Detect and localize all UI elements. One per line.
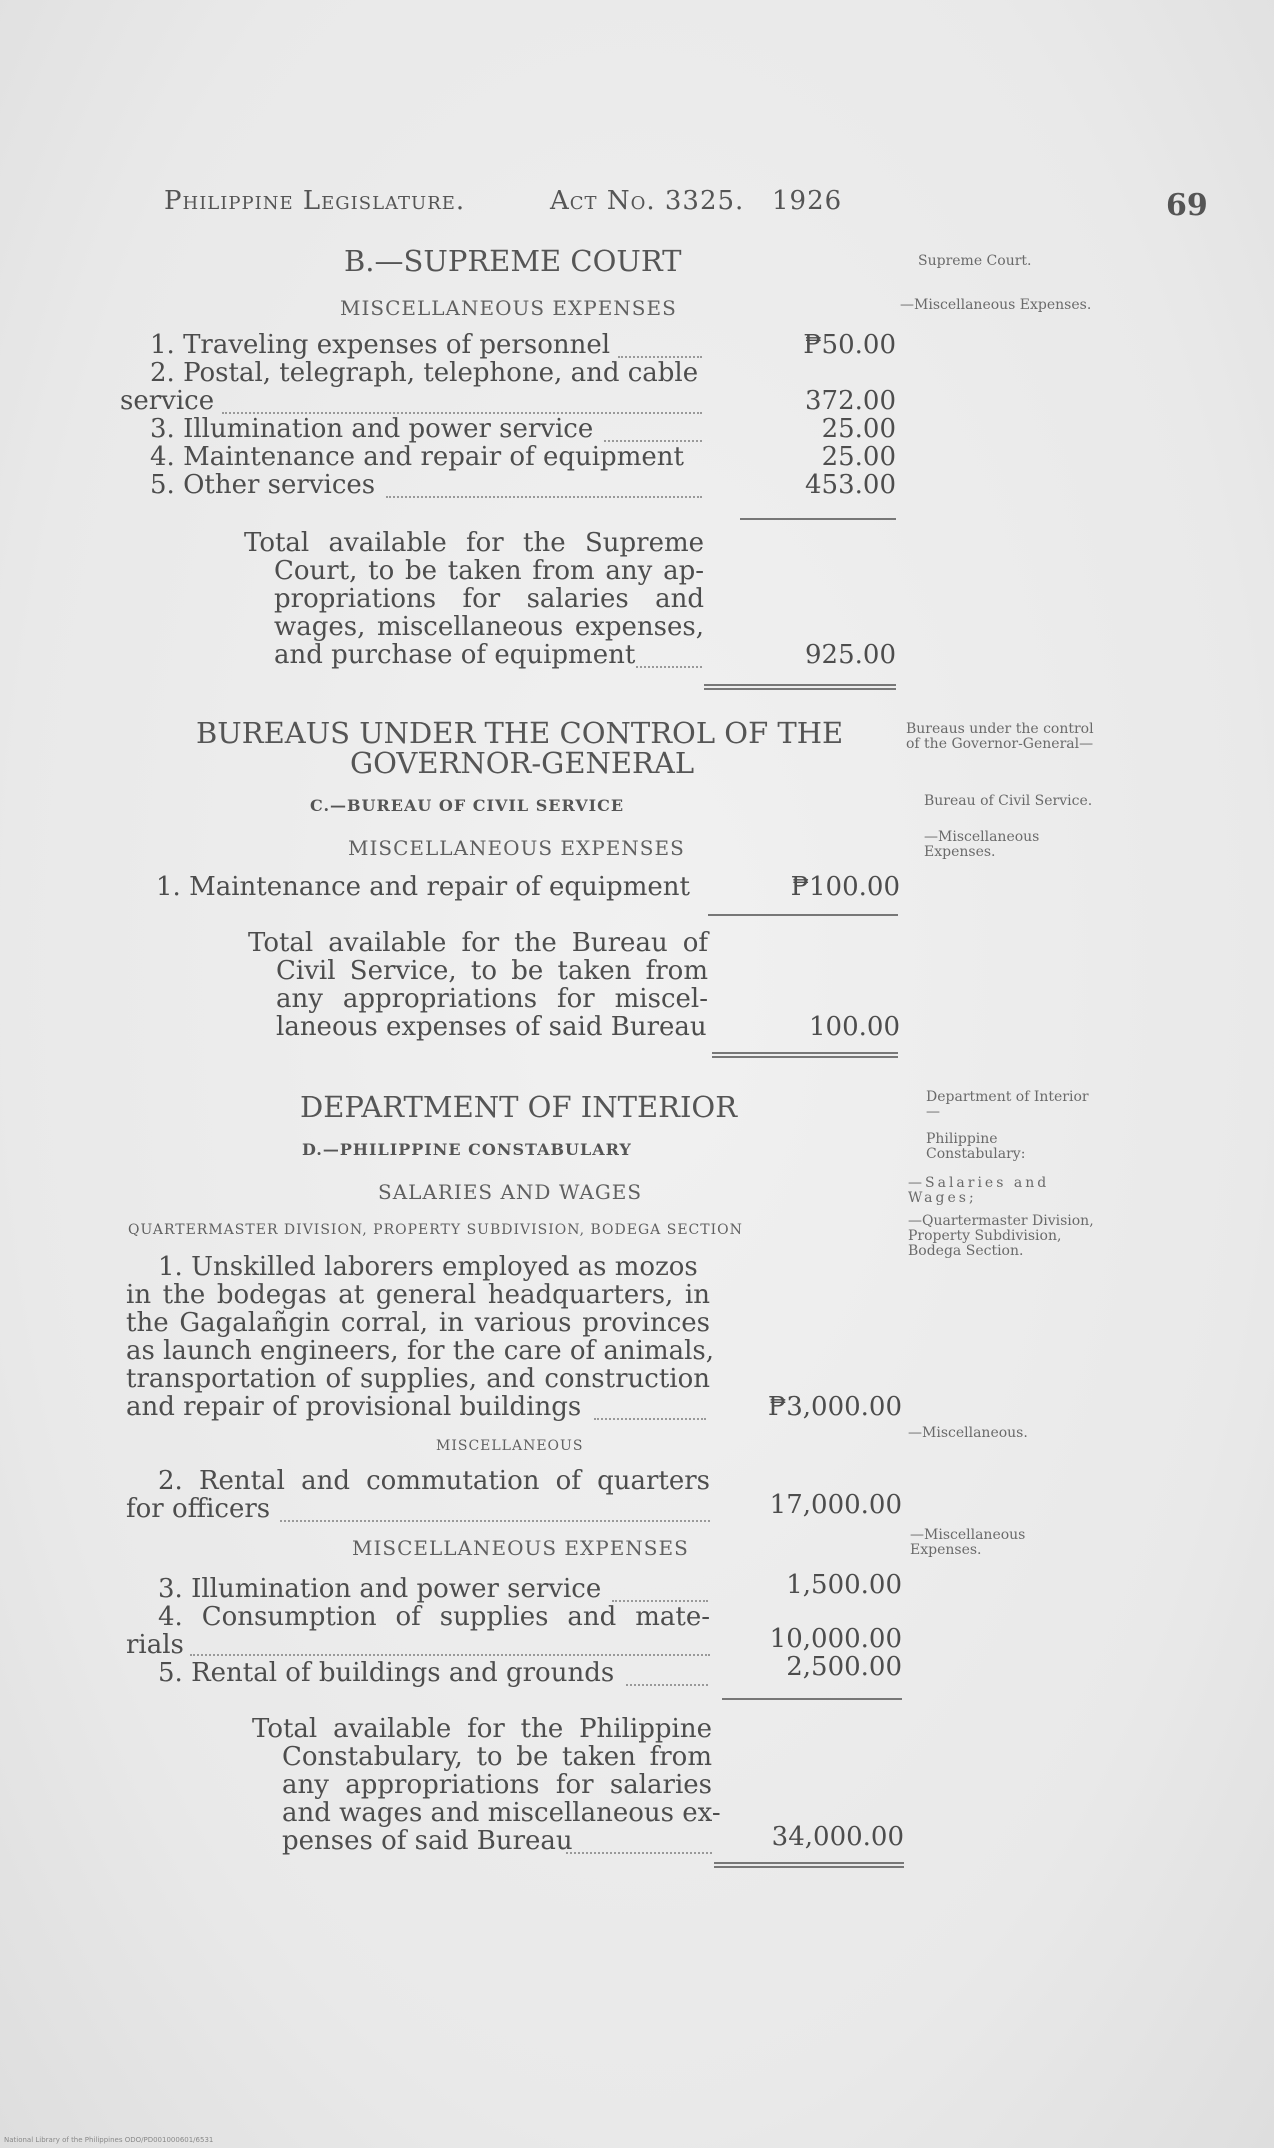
b-item-5: 5. Other services: [150, 470, 376, 500]
misc-expenses-heading: MISCELLANEOUS EXPENSES: [352, 1536, 689, 1560]
act-number: Act No. 3325.: [550, 186, 745, 216]
subtotal-rule: [722, 1698, 902, 1700]
c-total-line-1: Total available for the Bureau of: [248, 928, 708, 958]
section-b-title: B.—SUPREME COURT: [344, 244, 682, 278]
c-total-line-3: any appropriations for miscel-: [276, 984, 708, 1014]
d-item-2-amount: 17,000.00: [769, 1490, 902, 1520]
d-item-1-line-2: in the bodegas at general headquarters, in: [126, 1280, 710, 1310]
section-c-title: C.—BUREAU OF CIVIL SERVICE: [310, 796, 625, 815]
d-item-1-line-4: as launch engineers, for the care of animals,: [126, 1336, 715, 1366]
b-total-line-3: propriations for salaries and: [274, 584, 704, 614]
total-double-rule: [714, 1862, 904, 1868]
b-item-5-amount: 453.00: [805, 470, 896, 500]
margin-note-misc-expenses: —Miscellaneous Expenses.: [910, 1527, 1026, 1558]
miscellaneous-heading: MISCELLANEOUS: [436, 1438, 584, 1454]
leader-dots: [280, 1520, 710, 1522]
bureaus-title-line-2: GOVERNOR-GENERAL: [350, 746, 695, 780]
footer-credit: National Library of the Philippines ODO/PD001000601/6531: [4, 2136, 214, 2144]
b-item-2-amount: 372.00: [805, 386, 896, 416]
b-item-2-cont: service: [120, 386, 215, 416]
d-item-3-amount: 1,500.00: [786, 1570, 902, 1600]
margin-note-civil-service: Bureau of Civil Service.: [924, 793, 1093, 809]
margin-note-bureaus: Bureaus under the control of the Governor-General—: [906, 721, 1094, 752]
section-c-subtitle: MISCELLANEOUS EXPENSES: [348, 836, 685, 860]
running-title: Philippine Legislature.: [164, 186, 466, 216]
leader-dots: [626, 1684, 708, 1686]
total-double-rule: [704, 684, 896, 690]
d-total-line-5: penses of said Bureau: [282, 1826, 573, 1856]
b-total-line-5: and purchase of equipment: [274, 640, 636, 670]
d-item-4-line-2: rials: [126, 1630, 184, 1660]
d-item-1-line-1: 1. Unskilled laborers employed as mozos: [158, 1252, 698, 1282]
d-total-line-1: Total available for the Philippine: [252, 1714, 712, 1744]
d-item-1-line-3: the Gagalañgin corral, in various provinces: [126, 1308, 710, 1338]
d-total-line-2: Constabulary, to be taken from: [282, 1742, 712, 1772]
b-total-line-4: wages, miscellaneous expenses,: [274, 612, 704, 642]
department-title: DEPARTMENT OF INTERIOR: [300, 1090, 738, 1124]
d-item-1-amount: ₱3,000.00: [767, 1392, 902, 1422]
b-item-1: 1. Traveling expenses of personnel: [150, 330, 611, 360]
total-double-rule: [712, 1052, 898, 1058]
d-item-2-line-1: 2. Rental and commutation of quarters: [158, 1466, 710, 1496]
margin-note-supreme-court: Supreme Court.: [918, 253, 1032, 269]
page-number: 69: [1166, 188, 1208, 223]
margin-note-miscellaneous: —Miscellaneous.: [908, 1425, 1028, 1441]
leader-dots: [190, 1654, 710, 1656]
bureaus-title-line-1: BUREAUS UNDER THE CONTROL OF THE: [196, 716, 844, 750]
division-heading: QUARTERMASTER DIVISION, PROPERTY SUBDIVISION, BODEGA SECTION: [128, 1222, 743, 1238]
leader-dots: [594, 1418, 706, 1420]
section-b-subtitle: MISCELLANEOUS EXPENSES: [340, 296, 677, 320]
margin-note-salaries: —Salaries and Wages;: [908, 1175, 1050, 1206]
b-total-line-1: Total available for the Supreme: [244, 528, 704, 558]
c-item-1-amount: ₱100.00: [790, 872, 900, 902]
b-total-amount: 925.00: [805, 640, 896, 670]
section-d-title: D.—PHILIPPINE CONSTABULARY: [302, 1140, 632, 1159]
margin-note-quartermaster: —Quartermaster Division, Property Subdivision, Bodega Section.: [908, 1213, 1094, 1259]
d-item-5-amount: 2,500.00: [786, 1652, 902, 1682]
d-item-3: 3. Illumination and power service: [158, 1574, 602, 1604]
b-item-1-amount: ₱50.00: [803, 330, 896, 360]
margin-note-department: Department of Interior—: [926, 1089, 1089, 1120]
b-total-line-2: Court, to be taken from any ap-: [274, 556, 704, 586]
d-total-line-4: and wages and miscellaneous ex-: [282, 1798, 721, 1828]
d-item-1-line-5: transportation of supplies, and construction: [126, 1364, 710, 1394]
c-total-line-4: laneous expenses of said Bureau: [276, 1012, 707, 1042]
c-total-amount: 100.00: [809, 1012, 900, 1042]
d-item-1-line-6: and repair of provisional buildings: [126, 1392, 582, 1422]
b-item-4: 4. Maintenance and repair of equipment: [150, 442, 684, 472]
d-item-5: 5. Rental of buildings and grounds: [158, 1658, 615, 1688]
leader-dots: [636, 666, 702, 668]
d-item-2-line-2: for officers: [126, 1494, 271, 1524]
d-total-line-3: any appropriations for salaries: [282, 1770, 712, 1800]
margin-note-constabulary: Philippine Constabulary:: [926, 1131, 1026, 1162]
c-total-line-2: Civil Service, to be taken from: [276, 956, 708, 986]
leader-dots: [566, 1852, 712, 1854]
subtotal-rule: [740, 518, 896, 520]
subtotal-rule: [708, 914, 898, 916]
margin-note-misc-expenses: —Miscellaneous Expenses.: [900, 297, 1092, 313]
b-item-3-amount: 25.00: [821, 414, 896, 444]
header-year: 1926: [772, 186, 843, 216]
b-item-4-amount: 25.00: [821, 442, 896, 472]
margin-note-misc-expenses: —Miscellaneous Expenses.: [924, 829, 1040, 860]
d-item-4-line-1: 4. Consumption of supplies and mate-: [158, 1602, 710, 1632]
d-item-4-amount: 10,000.00: [769, 1624, 902, 1654]
d-total-amount: 34,000.00: [771, 1822, 904, 1852]
b-item-3: 3. Illumination and power service: [150, 414, 594, 444]
leader-dots: [386, 496, 702, 498]
c-item-1: 1. Maintenance and repair of equipment: [156, 872, 690, 902]
b-item-2: 2. Postal, telegraph, telephone, and cable: [150, 358, 699, 388]
salaries-heading: SALARIES AND WAGES: [378, 1180, 643, 1204]
